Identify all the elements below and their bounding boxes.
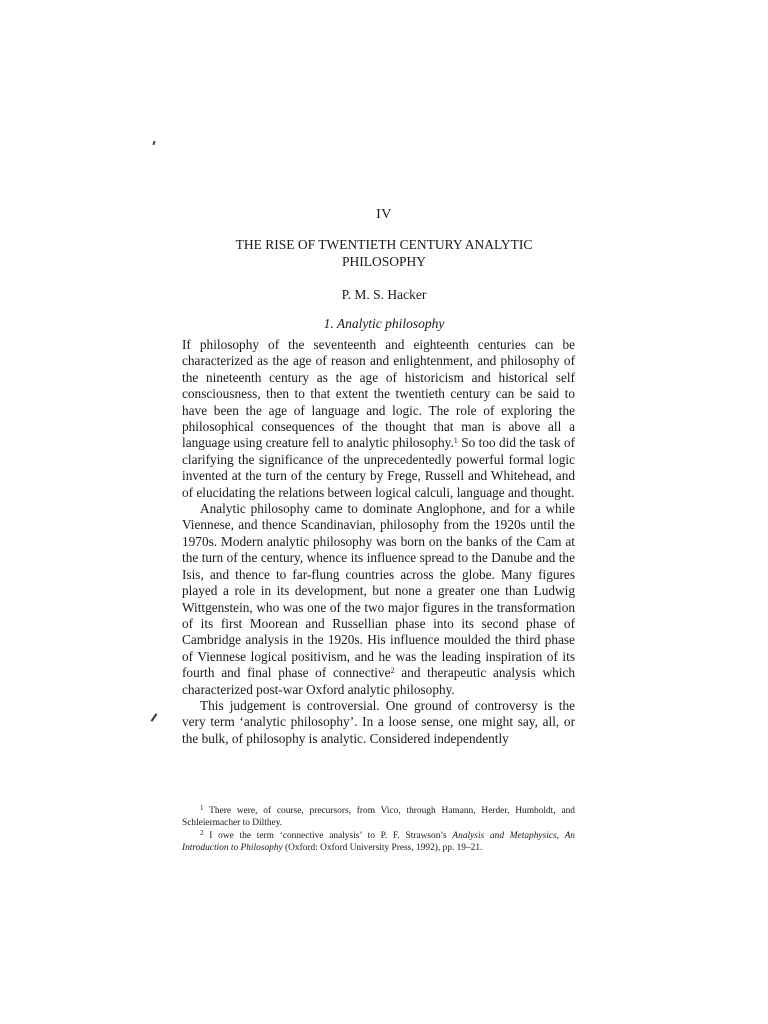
footnote-1-text: There were, of course, precursors, from Vico, through Hamann, Herder, Humboldt, and Schleiermacher to Dilthey.: [182, 806, 575, 829]
paragraph-2-text-b: and therapeutic analysis which characterized post-war Oxford analytic philosophy.: [182, 665, 575, 697]
footnote-1: [182, 805, 575, 830]
chapter-title-line-2: PHILOSOPHY: [341, 254, 426, 269]
footnotes: [182, 805, 575, 855]
chapter-title: [0, 236, 768, 270]
margin-pencil-mark: [151, 713, 158, 722]
paragraph-1-text-b: So too did the task of clarifying the significance of the unprecedentedly powerful formal logic invented at the turn of the century by Frege, Russell and Whitehead, and of elucidating the relations between logical calculi, language and thought.: [182, 435, 575, 500]
paragraph-3: This judgement is controversial. One ground of controversy is the very term ‘analytic philosophy’. In a loose sense, one might say, all, or the bulk, of philosophy is analytic. Considered independently: [182, 697, 575, 746]
footnote-1-mark: 1: [200, 804, 204, 812]
paragraph-2: [182, 501, 575, 698]
footnote-2-book-title: Analysis and Metaphysics, An Introduction to Philosophy: [182, 830, 575, 854]
body-text: [182, 337, 575, 747]
chapter-title-line-1: THE RISE OF TWENTIETH CENTURY ANALYTIC: [235, 237, 533, 252]
chapter-number: IV: [376, 207, 392, 222]
section-heading: 1. Analytic philosophy: [323, 316, 445, 331]
paragraph-1-text-a: If philosophy of the seventeenth and eighteenth centuries can be characterized as the age of reason and enlightenment, and philosophy of the nineteenth century as the age of historicism and historical self consciousness, then to that extent the twentieth century can be said to have been the age of language and logic. The role of exploring the philosophical consequences of the thought that man is above all a language using creature fell to analytic philosophy.: [182, 337, 575, 451]
footnote-2: [182, 830, 575, 855]
footnote-ref-1: 1: [453, 436, 458, 446]
footnote-2-mark: 2: [200, 828, 204, 837]
paragraph-2-text-a: Analytic philosophy came to dominate Anglophone, and for a while Viennese, and thence Scandinavian, philosophy from the 1920s until the 1970s. Modern analytic philosophy was born on the banks of the Cam at the turn of the century, whence its influence spread to the Danube and the Isis, and thence to far-flung countries across the globe. Many figures played a role in its development, but none a greater one than Ludwig Wittgenstein, who was one of the two major figures in the transformation of its first Moorean and Russellian phase into its second phase of Cambridge analysis in the 1920s. His influence moulded the third phase of Viennese logical positivism, and he was the leading inspiration of its fourth and final phase of connective: [182, 501, 575, 681]
footnote-2-text-b: (Oxford: Oxford University Press, 1992), pp. 19–21.: [282, 843, 483, 854]
author-name: P. M. S. Hacker: [341, 287, 427, 302]
footnote-ref-2: 2: [390, 666, 395, 676]
paragraph-1: [182, 337, 575, 501]
scan-speck: [152, 141, 155, 145]
footnote-2-text-a: I owe the term ‘connective analysis’ to P. F. Strawson’s: [209, 830, 453, 841]
